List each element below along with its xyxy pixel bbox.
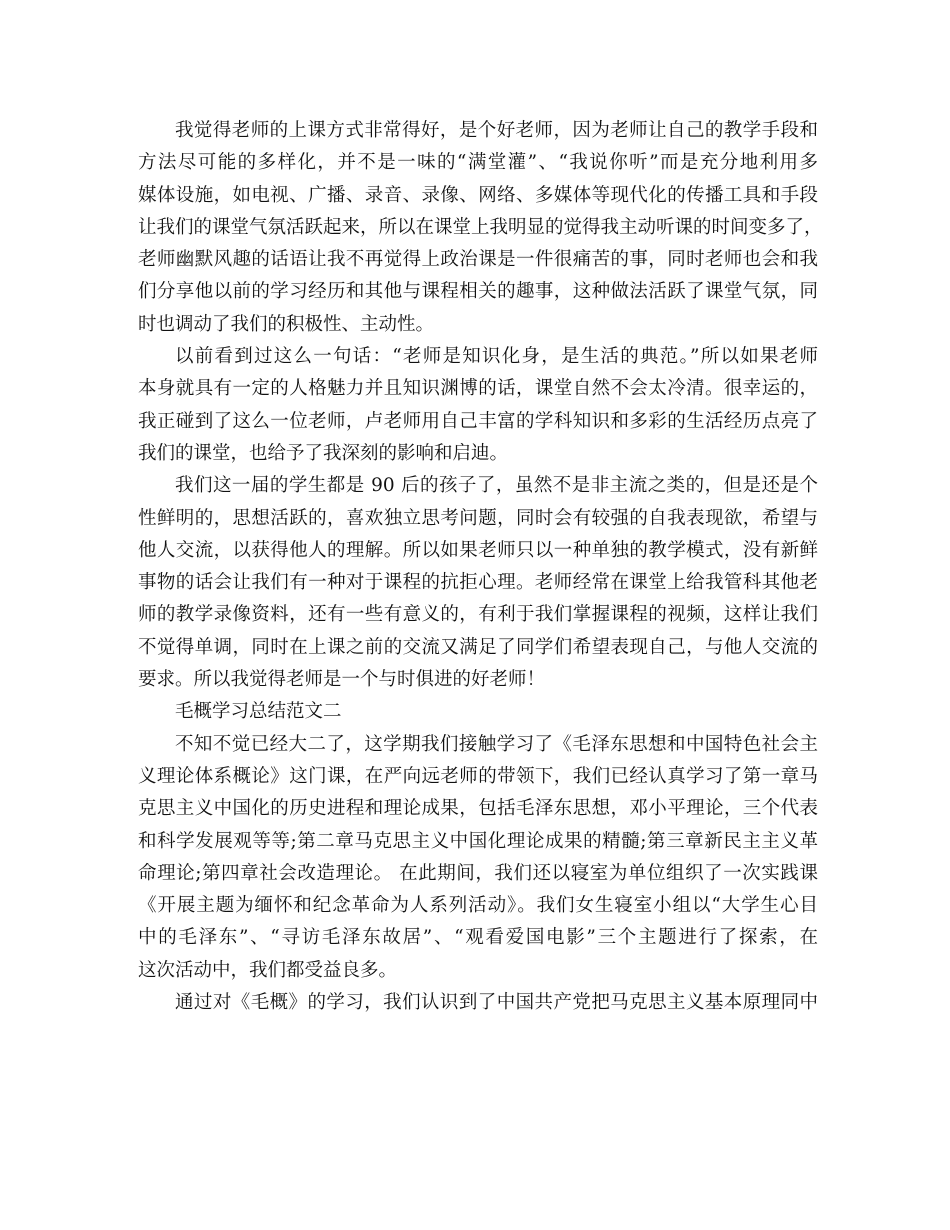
text-line: 时也调动了我们的积极性、主动性。 [138, 313, 435, 335]
text-line: 不知不觉已经大二了，这学期我们接触学习了《毛泽东思想和中国特色社会主 [175, 733, 818, 755]
text-line: 命理论;第四章社会改造理论。 在此期间，我们还以寝室为单位组织了一次实践课 [138, 862, 818, 884]
text-line: 要求。所以我觉得老师是一个与时俱进的好老师！ [138, 669, 546, 691]
text-line: 克思主义中国化的历史进程和理论成果，包括毛泽东思想，邓小平理论，三个代表 [138, 798, 818, 820]
text-line: 事物的话会让我们有一种对于课程的抗拒心理。老师经常在课堂上给我管科其他老 [138, 572, 818, 594]
text-line: 性鲜明的，思想活跃的，喜欢独立思考问题，同时会有较强的自我表现欲，希望与 [138, 507, 818, 529]
text-line: 们分享他以前的学习经历和其他与课程相关的趣事，这种做法活跃了课堂气氛，同 [138, 281, 818, 303]
text-line: 不觉得单调，同时在上课之前的交流又满足了同学们希望表现自己，与他人交流的 [138, 636, 818, 658]
paragraph [138, 341, 818, 470]
paragraph [138, 987, 818, 1019]
text-line: 媒体设施，如电视、广播、录音、录像、网络、多媒体等现代化的传播工具和手段 [138, 184, 818, 206]
text-line: 他人交流，以获得他人的理解。所以如果老师只以一种单独的教学模式，没有新鲜 [138, 539, 818, 561]
text-line: 让我们的课堂气氛活跃起来，所以在课堂上我明显的觉得我主动听课的时间变多了， [138, 216, 823, 238]
text-line: 我觉得老师的上课方式非常得好，是个好老师，因为老师让自己的教学手段和 [175, 120, 818, 141]
text-line: 老师幽默风趣的话语让我不再觉得上政治课是一件很痛苦的事，同时老师也会和我 [138, 249, 818, 271]
text-line: 这次活动中，我们都受益良多。 [138, 959, 398, 981]
text-line: 方法尽可能的多样化，并不是一味的“满堂灌”、“我说你听”而是充分地利用多 [138, 152, 818, 174]
text-line: 通过对《毛概》的学习，我们认识到了中国共产党把马克思主义基本原理同中 [175, 992, 818, 1014]
section-heading [138, 696, 818, 728]
paragraph [138, 115, 823, 341]
text-line: 《开展主题为缅怀和纪念革命为人系列活动》。我们女生寝室小组以“大学生心目 [138, 895, 818, 917]
paragraph [138, 729, 818, 987]
text-line: 中的毛泽东”、“寻访毛泽东故居”、“观看爱国电影”三个主题进行了探索，在 [138, 927, 818, 949]
text-line: 我们这一届的学生都是 90 后的孩子了，虽然不是非主流之类的，但是还是个 [175, 475, 818, 497]
text-line: 师的教学录像资料，还有一些有意义的，有利于我们掌握课程的视频，这样让我们 [138, 604, 818, 626]
text-line: 我们的课堂，也给予了我深刻的影响和启迪。 [138, 442, 509, 464]
heading-text: 毛概学习总结范文二 [175, 701, 342, 723]
text-line: 和科学发展观等等;第二章马克思主义中国化理论成果的精髓;第三章新民主主义革 [138, 830, 818, 852]
text-line: 我正碰到了这么一位老师，卢老师用自己丰富的学科知识和多彩的生活经历点亮了 [138, 410, 818, 432]
paragraph [138, 470, 818, 696]
text-line: 义理论体系概论》这门课，在严向远老师的带领下，我们已经认真学习了第一章马 [138, 765, 818, 787]
text-line: 以前看到过这么一句话：“老师是知识化身，是生活的典范。”所以如果老师 [175, 346, 818, 368]
text-line: 本身就具有一定的人格魅力并且知识渊博的话，课堂自然不会太冷清。很幸运的， [138, 378, 818, 400]
document-body [138, 115, 823, 1019]
